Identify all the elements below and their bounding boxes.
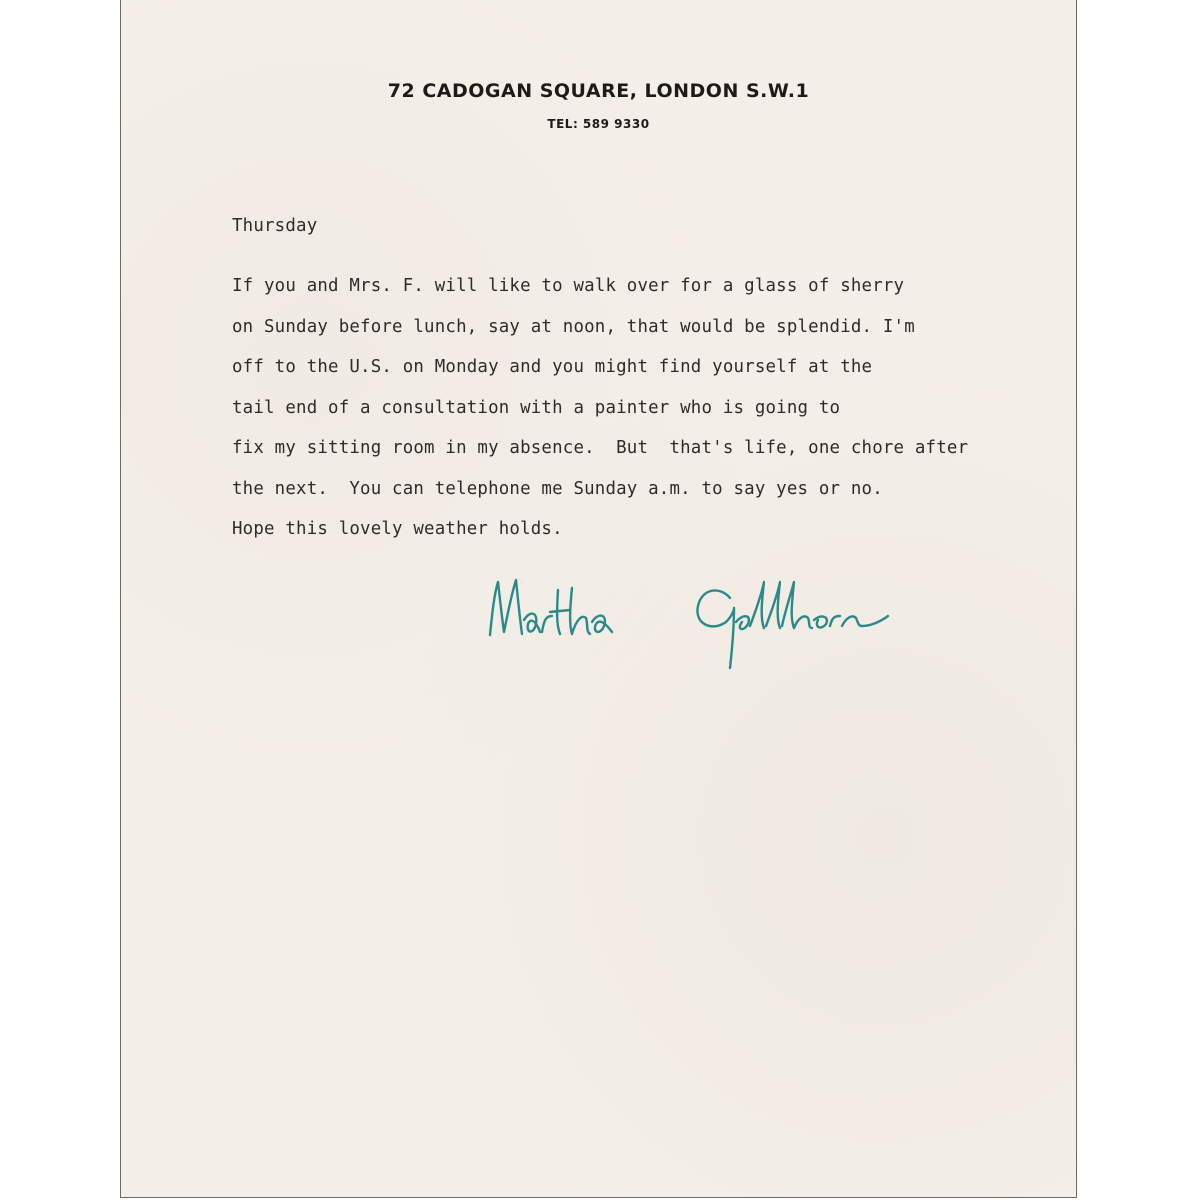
body-line: off to the U.S. on Monday and you might find yourself at the [232,357,873,377]
body-line: Hope this lovely weather holds. [232,519,563,539]
body-line: on Sunday before lunch, say at noon, that would be splendid. I'm [232,316,915,337]
handwritten-signature [480,560,910,680]
body-line: If you and Mrs. F. will like to walk over for a glass of sherry [232,276,905,296]
letter-day: Thursday [232,216,318,236]
body-line: tail end of a consultation with a painter who is going to [232,397,841,418]
body-line: fix my sitting room in my absence. But that's life, one chore after [232,438,969,458]
letter-body [232,275,968,559]
letterhead-telephone: TEL: 589 9330 [547,117,650,131]
body-line: the next. You can telephone me Sunday a.m. to say yes or no. [232,478,883,499]
letterhead-address: 72 CADOGAN SQUARE, LONDON S.W.1 [387,80,810,102]
